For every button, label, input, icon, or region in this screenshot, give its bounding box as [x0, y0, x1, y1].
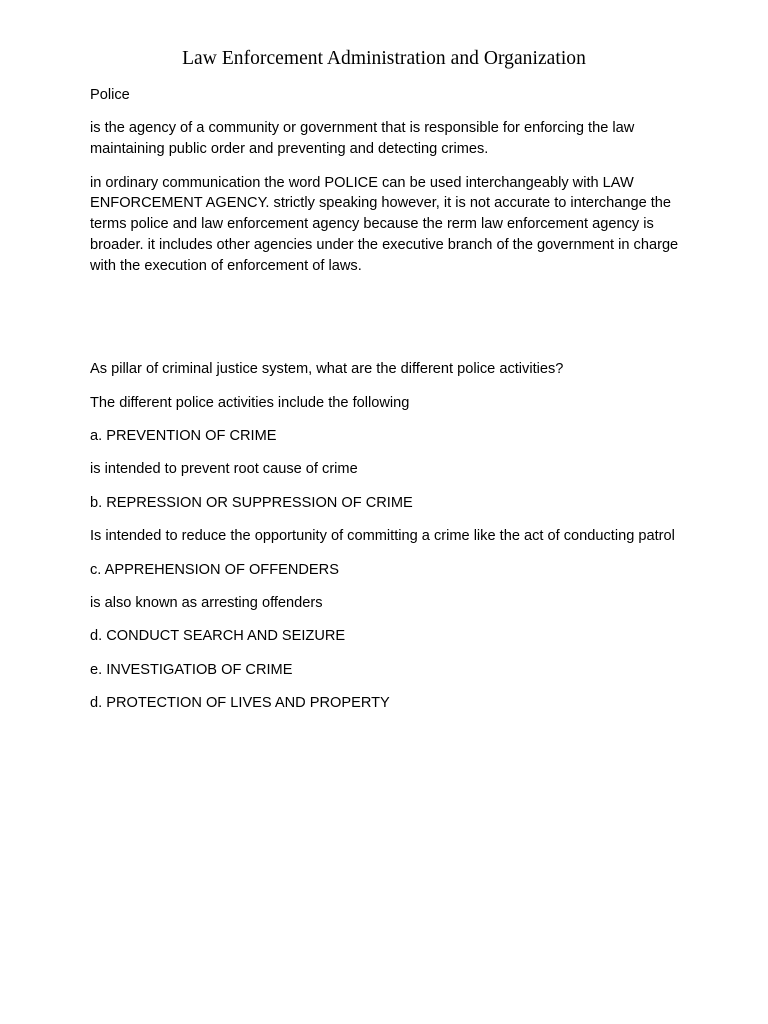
- list-item-apprehension-description: is also known as arresting offenders: [90, 594, 323, 611]
- list-item-prevention: a. PREVENTION OF CRIME: [90, 427, 277, 444]
- paragraph-question: As pillar of criminal justice system, what are the different police activities?: [90, 361, 564, 378]
- list-item-search-seizure: d. CONDUCT SEARCH AND SEIZURE: [90, 628, 346, 645]
- document-title: Law Enforcement Administration and Organization: [182, 48, 586, 69]
- list-item-protection: d. PROTECTION OF LIVES AND PROPERTY: [90, 695, 390, 712]
- blank-space: [90, 289, 680, 359]
- list-item-investigation: e. INVESTIGATIOB OF CRIME: [90, 661, 293, 678]
- paragraph-police-definition: is the agency of a community or government that is responsible for enforcing the law maintaining public order and preventing and detecting crimes.: [90, 120, 635, 158]
- paragraph-police-heading: Police: [90, 87, 130, 103]
- paragraph-activities-intro: The different police activities include the following: [90, 394, 410, 411]
- paragraph-police-usage: in ordinary communication the word POLICE can be used interchangeably with LAW ENFORCEMENT AGENCY. strictly speaking however, it is not accurate to interchange the terms police and law enforcement agency because the rerm law enforcement agency is broader. it includes other agencies under the executive branch of the government in charge with the execution of enforcement of laws.: [90, 174, 679, 274]
- list-item-repression-description: Is intended to reduce the opportunity of committing a crime like the act of conducting patrol: [90, 528, 675, 545]
- document-body: [90, 85, 680, 726]
- list-item-repression: b. REPRESSION OR SUPPRESSION OF CRIME: [90, 494, 413, 511]
- list-item-prevention-description: is intended to prevent root cause of crime: [90, 461, 358, 478]
- list-item-apprehension: c. APPREHENSION OF OFFENDERS: [90, 561, 339, 578]
